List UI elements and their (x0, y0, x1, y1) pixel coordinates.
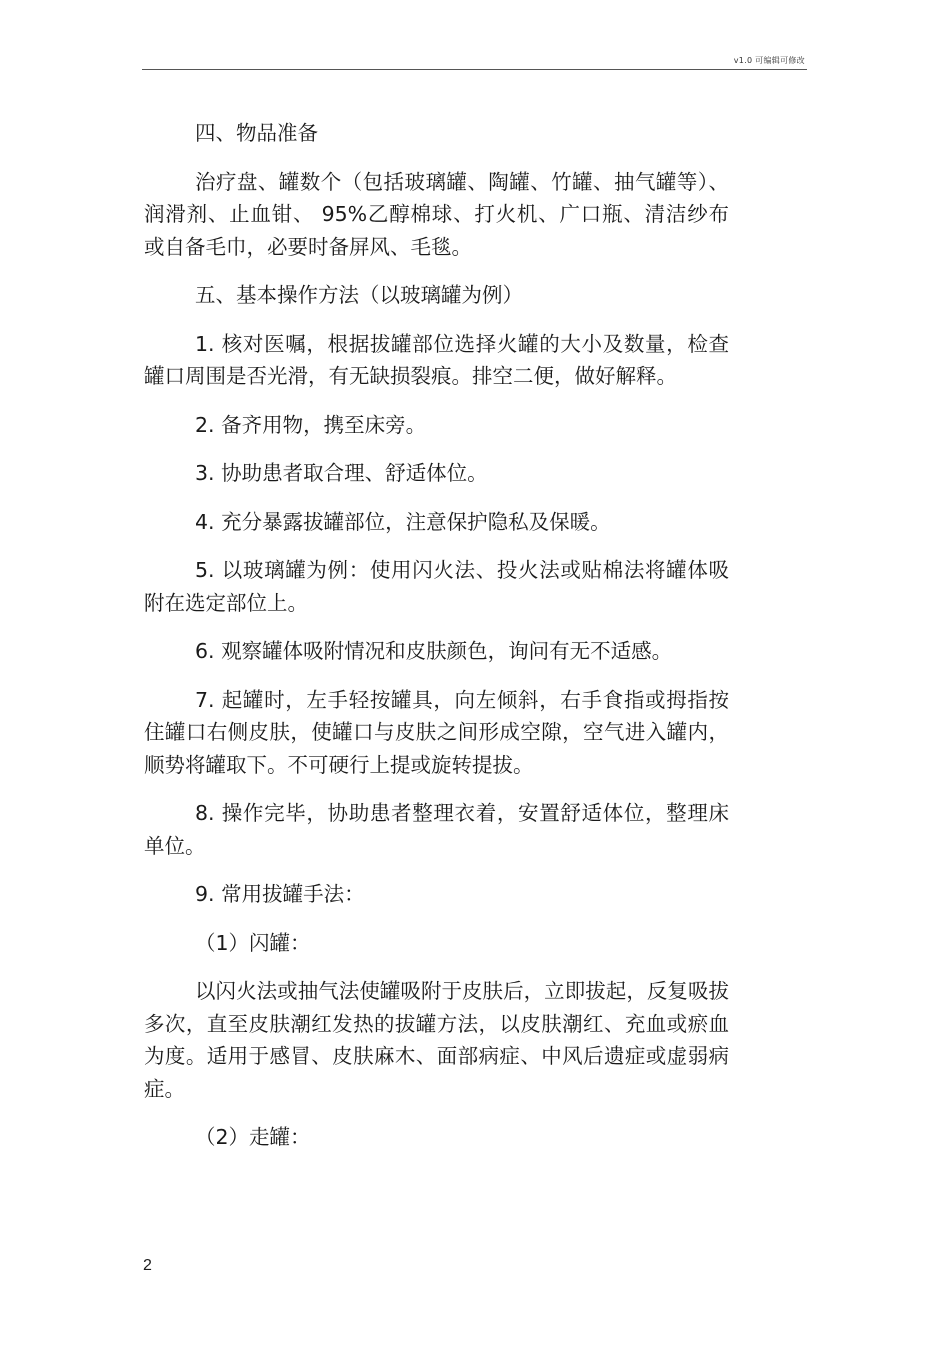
step-5: 5. 以玻璃罐为例：使用闪火法、投火法或贴棉法将罐体吸附在选定部位上。 (144, 558, 729, 615)
step-7: 7. 起罐时，左手轻按罐具，向左倾斜，右手食指或拇指按住罐口右侧皮肤，使罐口与皮肤之间形成空隙，空气进入罐内，顺势将罐取下。不可硬行上提或旋转提拔。 (144, 687, 729, 777)
step-3: 3. 协助患者取合理、舒适体位。 (195, 461, 488, 485)
step-9: 9. 常用拔罐手法： (195, 882, 365, 906)
paragraph-flash-cupping: 以闪火法或抽气法使罐吸附于皮肤后，立即拔起，反复吸拔多次，直至皮肤潮红发热的拔罐方法，以皮肤潮红、充血或瘀血为度。适用于感冒、皮肤麻木、面部病症、中风后遗症或虚弱病症。 (144, 979, 729, 1101)
header-version-label: v1.0 可编辑可修改 (733, 56, 805, 65)
section-heading-supplies: 四、物品准备 (195, 121, 318, 145)
paragraph-supplies-list: 治疗盘、罐数个（包括玻璃罐、陶罐、竹罐、抽气罐等）、润滑剂、止血钳、 95%乙醇棉球、打火机、广口瓶、清洁纱布或自备毛巾，必要时备屏风、毛毯。 (144, 169, 729, 259)
header-divider (142, 69, 807, 70)
document-body (144, 117, 729, 1170)
section-heading-procedure: 五、基本操作方法（以玻璃罐为例） (195, 283, 523, 307)
step-2: 2. 备齐用物，携至床旁。 (195, 412, 427, 437)
sub-heading-moving-cupping: （2）走罐： (195, 1125, 311, 1149)
step-4: 4. 充分暴露拔罐部位，注意保护隐私及保暖。 (195, 509, 611, 534)
step-1: 1. 核对医嘱，根据拔罐部位选择火罐的大小及数量，检查罐口周围是否光滑，有无缺损裂痕。排空二便，做好解释。 (144, 331, 729, 388)
sub-heading-flash-cupping: （1）闪罐： (195, 930, 311, 955)
step-8: 8. 操作完毕，协助患者整理衣着，安置舒适体位，整理床单位。 (144, 801, 729, 858)
step-6: 6. 观察罐体吸附情况和皮肤颜色，询问有无不适感。 (195, 639, 673, 663)
page-number: 2 (143, 1257, 152, 1274)
